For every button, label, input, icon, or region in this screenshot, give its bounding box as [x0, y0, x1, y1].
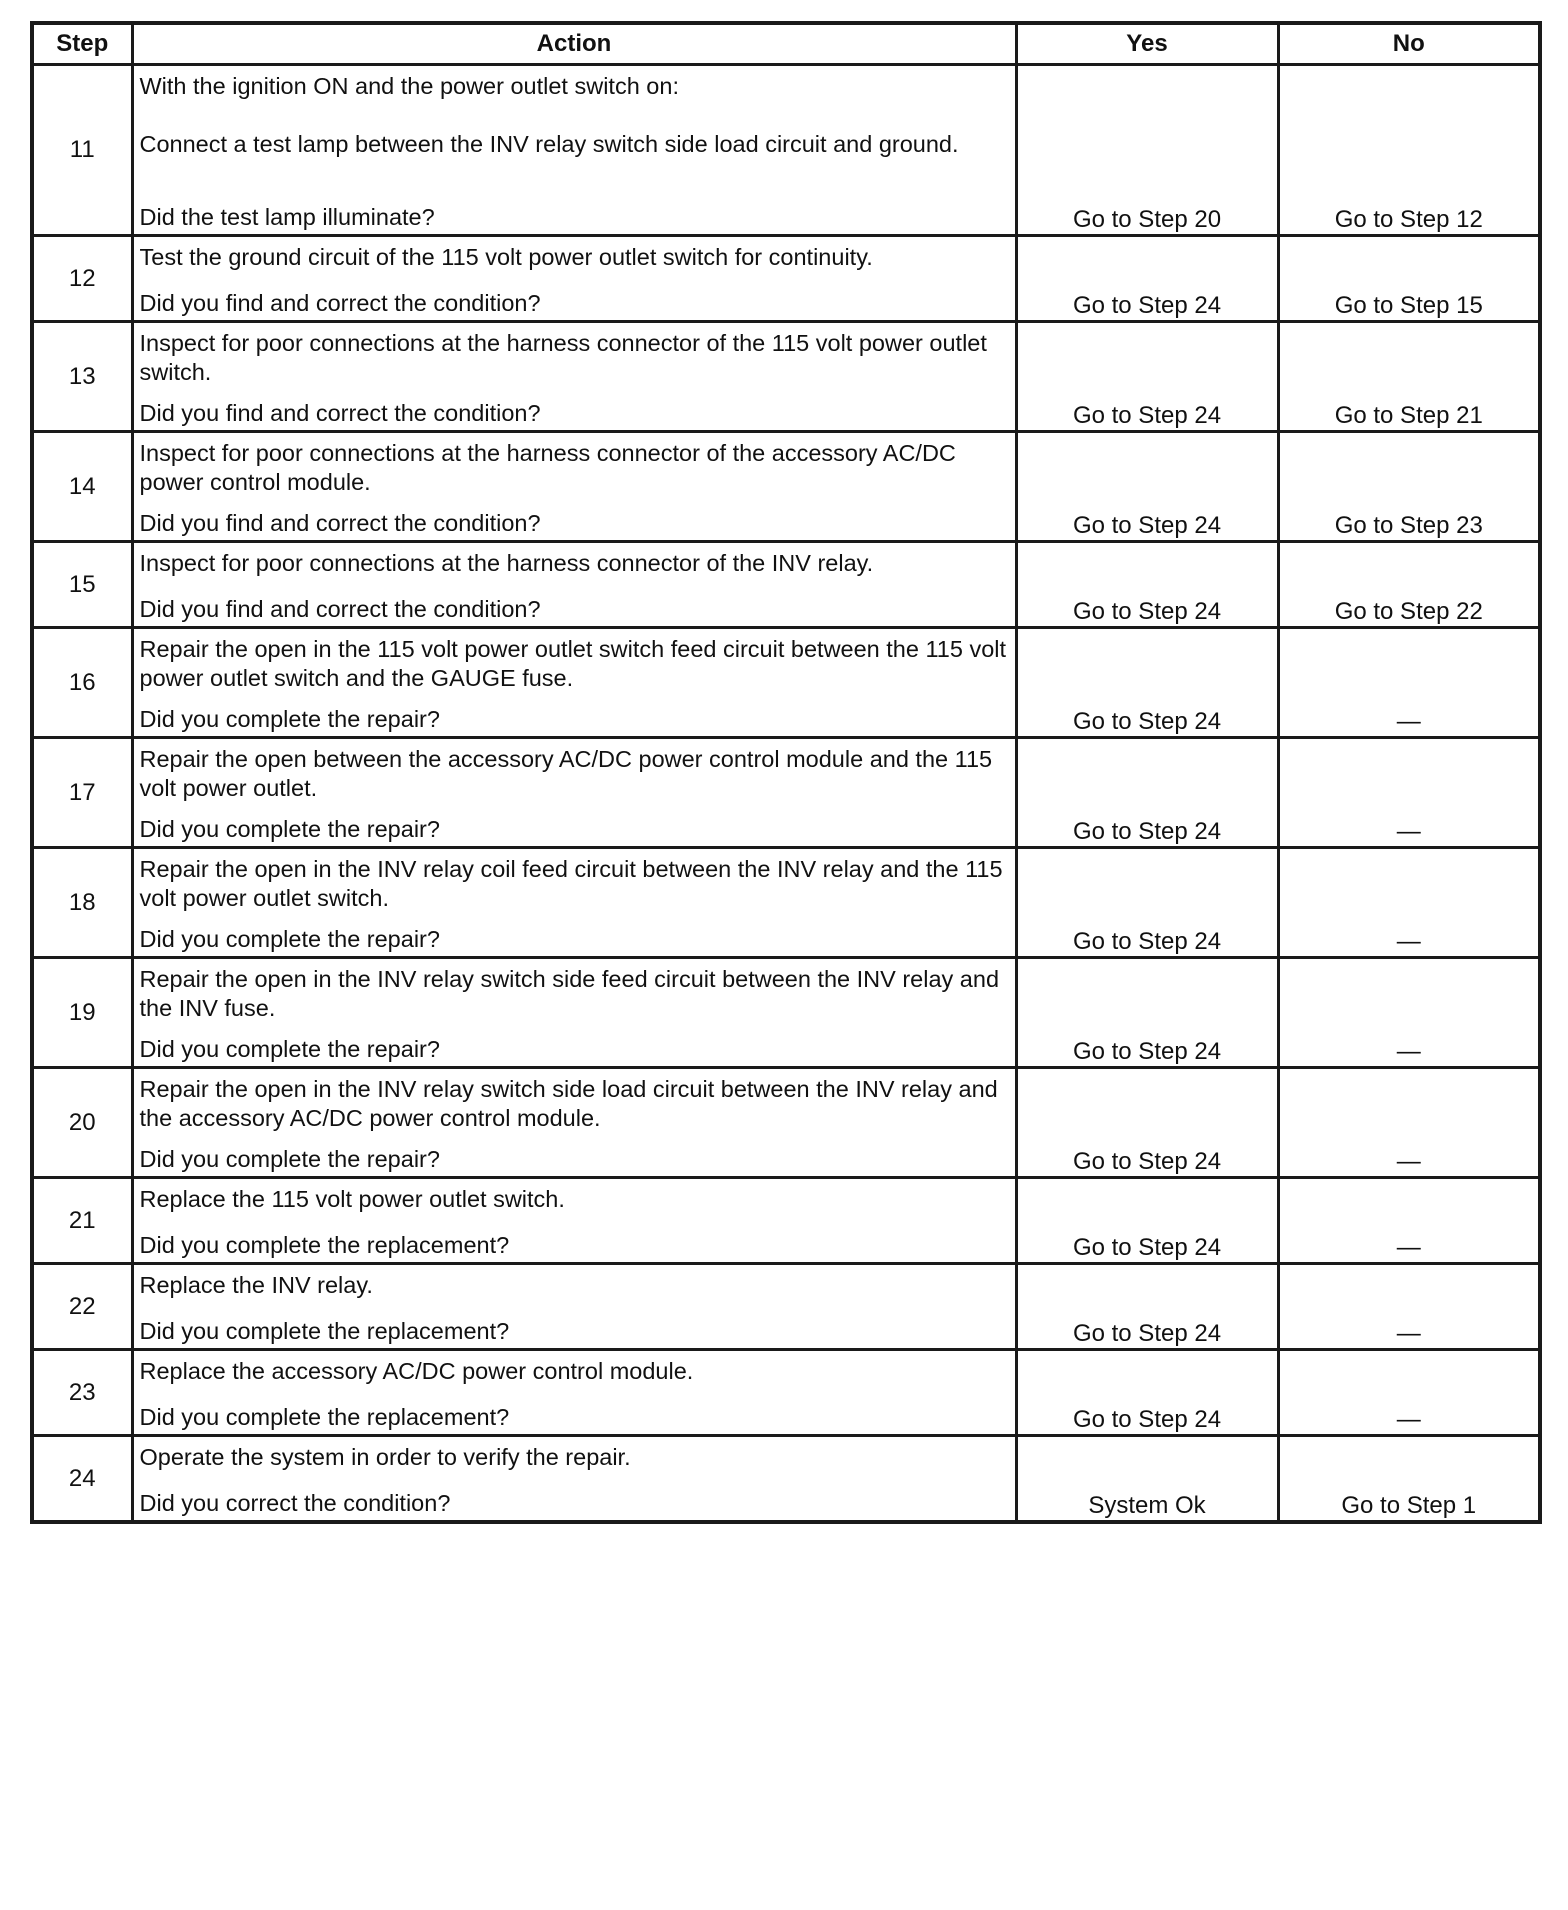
action-cell [132, 65, 1016, 236]
action-cell [132, 1436, 1016, 1523]
action-instructions [140, 243, 1009, 272]
action-question: Did you correct the condition? [139, 1490, 451, 1516]
action-cell [132, 322, 1016, 432]
action-cell [132, 628, 1016, 738]
table-row [32, 1264, 1540, 1350]
yes-result: Go to Step 24 [1016, 738, 1278, 848]
no-result: — [1278, 1178, 1540, 1264]
action-instructions [140, 855, 1009, 913]
action-cell [132, 958, 1016, 1068]
no-result: — [1278, 958, 1540, 1068]
table-row [32, 322, 1540, 432]
action-instruction: Operate the system in order to verify the repair. [139, 1444, 631, 1470]
action-content [134, 1265, 1015, 1348]
yes-result: Go to Step 24 [1016, 1178, 1278, 1264]
yes-result: System Ok [1016, 1436, 1278, 1523]
action-instruction: Inspect for poor connections at the harness connector of the accessory AC/DC power control module. [139, 440, 956, 495]
no-result: — [1278, 1068, 1540, 1178]
action-content [134, 433, 1015, 540]
yes-result: Go to Step 24 [1016, 1350, 1278, 1436]
action-content [134, 629, 1015, 736]
step-column-header: Step [32, 23, 132, 65]
action-question: Did you complete the repair? [139, 926, 440, 952]
table-row [32, 738, 1540, 848]
step-number: 19 [32, 958, 132, 1068]
yes-column-header: Yes [1016, 23, 1278, 65]
no-result: — [1278, 628, 1540, 738]
action-question: Did you complete the repair? [139, 816, 440, 842]
action-question: Did you complete the replacement? [139, 1404, 510, 1430]
action-cell [132, 848, 1016, 958]
no-result: — [1278, 1264, 1540, 1350]
yes-result: Go to Step 24 [1016, 1068, 1278, 1178]
step-number: 16 [32, 628, 132, 738]
action-instruction: Replace the 115 volt power outlet switch. [139, 1186, 565, 1212]
no-result: — [1278, 848, 1540, 958]
action-content [134, 1069, 1015, 1176]
action-instructions [140, 1075, 1009, 1133]
action-question: Did you find and correct the condition? [139, 400, 541, 426]
no-column-header: No [1278, 23, 1540, 65]
step-number: 18 [32, 848, 132, 958]
action-instruction: Replace the INV relay. [139, 1272, 373, 1298]
step-number: 13 [32, 322, 132, 432]
action-instructions [140, 72, 1009, 159]
no-result: Go to Step 1 [1278, 1436, 1540, 1523]
no-result: Go to Step 12 [1278, 65, 1540, 236]
yes-result: Go to Step 24 [1016, 432, 1278, 542]
action-cell [132, 236, 1016, 322]
action-instruction: Inspect for poor connections at the harness connector of the 115 volt power outlet switch. [139, 330, 987, 385]
diagnostic-table [30, 21, 1542, 1524]
table-header [32, 23, 1540, 65]
action-content [134, 66, 1015, 234]
no-result: Go to Step 23 [1278, 432, 1540, 542]
table-row [32, 958, 1540, 1068]
yes-result: Go to Step 24 [1016, 848, 1278, 958]
action-instructions [140, 745, 1009, 803]
action-instruction: Repair the open in the INV relay coil feed circuit between the INV relay and the 115 volt power outlet switch. [139, 856, 1003, 911]
yes-result: Go to Step 24 [1016, 628, 1278, 738]
header-row [32, 23, 1540, 65]
action-cell [132, 1350, 1016, 1436]
action-content [134, 1437, 1015, 1520]
action-instruction: Replace the accessory AC/DC power control module. [139, 1358, 694, 1384]
action-content [134, 543, 1015, 626]
action-question: Did you complete the repair? [139, 706, 440, 732]
table-body [32, 65, 1540, 1523]
action-instruction: Repair the open in the INV relay switch side feed circuit between the INV relay and the INV fuse. [139, 966, 1000, 1021]
action-instruction: Test the ground circuit of the 115 volt power outlet switch for continuity. [139, 244, 873, 270]
action-instructions [140, 329, 1009, 387]
action-instructions [140, 439, 1009, 497]
action-instruction: With the ignition ON and the power outlet switch on: [139, 73, 679, 99]
step-number: 14 [32, 432, 132, 542]
action-content [134, 849, 1015, 956]
action-question: Did you find and correct the condition? [139, 596, 541, 622]
table-row [32, 1350, 1540, 1436]
action-instruction: Connect a test lamp between the INV relay switch side load circuit and ground. [139, 131, 959, 157]
yes-result: Go to Step 20 [1016, 65, 1278, 236]
step-number: 17 [32, 738, 132, 848]
table-row [32, 848, 1540, 958]
action-content [134, 1179, 1015, 1262]
yes-result: Go to Step 24 [1016, 236, 1278, 322]
step-number: 20 [32, 1068, 132, 1178]
action-cell [132, 1178, 1016, 1264]
action-content [134, 739, 1015, 846]
no-result: — [1278, 738, 1540, 848]
table-row [32, 1178, 1540, 1264]
table-row [32, 65, 1540, 236]
action-content [134, 959, 1015, 1066]
action-question: Did the test lamp illuminate? [139, 204, 435, 230]
table-row [32, 1068, 1540, 1178]
action-question: Did you complete the repair? [139, 1036, 440, 1062]
step-number: 22 [32, 1264, 132, 1350]
table-row [32, 1436, 1540, 1523]
table-row [32, 542, 1540, 628]
yes-result: Go to Step 24 [1016, 958, 1278, 1068]
no-result: Go to Step 21 [1278, 322, 1540, 432]
action-instruction: Inspect for poor connections at the harness connector of the INV relay. [139, 550, 874, 576]
yes-result: Go to Step 24 [1016, 1264, 1278, 1350]
step-number: 15 [32, 542, 132, 628]
action-cell [132, 1068, 1016, 1178]
action-content [134, 237, 1015, 320]
action-cell [132, 1264, 1016, 1350]
step-number: 23 [32, 1350, 132, 1436]
step-number: 21 [32, 1178, 132, 1264]
action-instructions [140, 965, 1009, 1023]
no-result: — [1278, 1350, 1540, 1436]
table-row [32, 432, 1540, 542]
action-question: Did you complete the repair? [139, 1146, 440, 1172]
step-number: 24 [32, 1436, 132, 1523]
action-question: Did you complete the replacement? [139, 1232, 510, 1258]
action-instruction: Repair the open between the accessory AC/DC power control module and the 115 volt power outlet. [139, 746, 993, 801]
action-instructions [140, 1271, 1009, 1300]
action-instructions [140, 1357, 1009, 1386]
action-instructions [140, 635, 1009, 693]
action-question: Did you find and correct the condition? [139, 510, 541, 536]
action-question: Did you complete the replacement? [139, 1318, 510, 1344]
action-instruction: Repair the open in the 115 volt power outlet switch feed circuit between the 115 volt power outlet switch and the GAUGE fuse. [139, 636, 1007, 691]
table-row [32, 628, 1540, 738]
no-result: Go to Step 15 [1278, 236, 1540, 322]
action-cell [132, 432, 1016, 542]
action-instruction: Repair the open in the INV relay switch side load circuit between the INV relay and the accessory AC/DC power control module. [139, 1076, 998, 1131]
step-number: 12 [32, 236, 132, 322]
action-question: Did you find and correct the condition? [139, 290, 541, 316]
action-content [134, 323, 1015, 430]
yes-result: Go to Step 24 [1016, 322, 1278, 432]
step-number: 11 [32, 65, 132, 236]
action-content [134, 1351, 1015, 1434]
yes-result: Go to Step 24 [1016, 542, 1278, 628]
action-column-header: Action [132, 23, 1016, 65]
action-cell [132, 738, 1016, 848]
table-row [32, 236, 1540, 322]
action-instructions [140, 549, 1009, 578]
action-instructions [140, 1443, 1009, 1472]
action-cell [132, 542, 1016, 628]
action-instructions [140, 1185, 1009, 1214]
no-result: Go to Step 22 [1278, 542, 1540, 628]
